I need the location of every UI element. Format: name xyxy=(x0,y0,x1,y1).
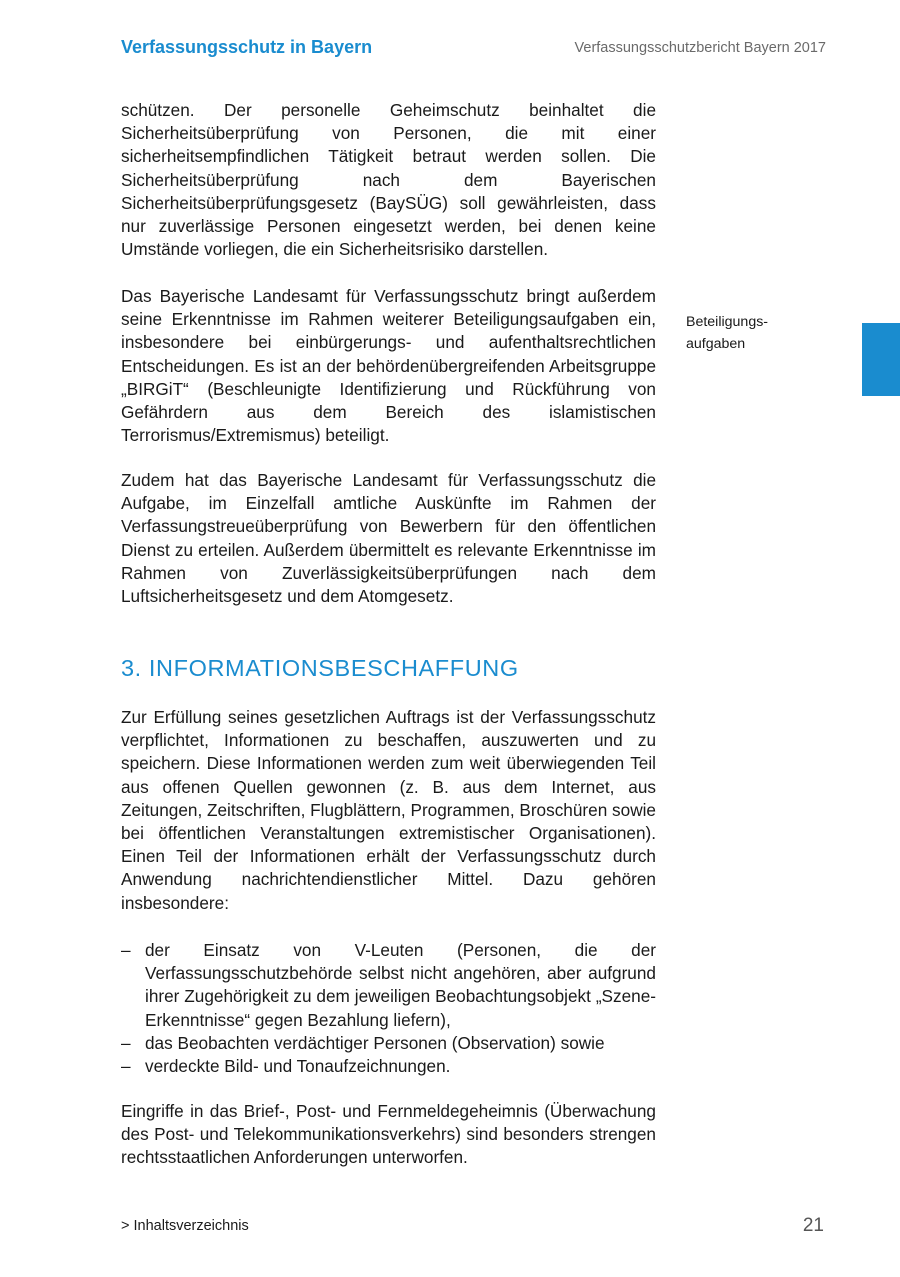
list-dash: – xyxy=(121,940,131,960)
section-heading: 3. INFORMATIONSBESCHAFFUNG xyxy=(121,655,519,681)
list-item-text: das Beobachten verdächtiger Personen (Observation) sowie xyxy=(145,1032,605,1053)
chapter-tab-marker xyxy=(862,323,900,396)
paragraph-beteiligungsaufgaben: Das Bayerische Landesamt für Verfassungsschutz bringt außerdem seine Erkenntnisse im Rahmen weiterer Beteiligungsaufgaben ein, insbesondere bei einbürgerungs- und aufenthaltsrechtlichen Entscheidungen. Es ist an der behördenübergreifenden Arbeitsgruppe „BIRGiT“ (Beschleunigte Identifizierung und Rückführung von Gefährdern aus dem Bereich des islamistischen Terrorismus/Extremismus) beteiligt. xyxy=(121,286,656,446)
list-item-text: verdeckte Bild- und Tonaufzeichnungen. xyxy=(145,1056,451,1077)
margin-note xyxy=(686,311,796,355)
margin-note-line-1: Beteiligungs- xyxy=(686,314,769,330)
paragraph-informationsbeschaffung: Zur Erfüllung seines gesetzlichen Auftrags ist der Verfassungsschutz verpflichtet, Informationen zu beschaffen, auszuwerten und zu speichern. Diese Informationen werden zum weit überwiegenden Teil aus offenen Quellen gewonnen (z. B. aus dem Internet, aus Zeitungen, Zeitschriften, Flugblättern, Programmen, Broschüren sowie bei öffentlichen Veranstaltungen extremistischer Organisationen). Einen Teil der Informationen erhält der Verfassungsschutz durch Anwendung nachrichtendienstlicher Mittel. Dazu gehören insbesondere: xyxy=(121,707,656,913)
margin-note-line-2: aufgaben xyxy=(686,336,746,352)
running-header-title: Verfassungsschutz in Bayern xyxy=(121,37,373,57)
paragraph-geheimschutz: schützen. Der personelle Geheimschutz beinhaltet die Sicherheitsüberprüfung von Personen, die mit einer sicherheitsempfindlichen Tätigkeit betraut werden sollen. Die Sicherheitsüberprüfung nach dem Bayerischen Sicherheitsüberprüfungsgesetz (BaySÜG) soll gewährleisten, dass nur zuverlässige Personen eingesetzt werden, bei denen keine Umstände vorliegen, die ein Sicherheitsrisiko darstellen. xyxy=(121,100,656,260)
running-header-report: Verfassungsschutzbericht Bayern 2017 xyxy=(574,40,826,56)
means-list xyxy=(121,939,656,1078)
paragraph-auskuenfte: Zudem hat das Bayerische Landesamt für Verfassungsschutz die Aufgabe, im Einzelfall amtliche Auskünfte im Rahmen der Verfassungstreueüberprüfung von Bewerbern für den öffentlichen Dienst zu erteilen. Außerdem übermittelt es relevante Erkenntnisse im Rahmen von Zuverlässigkeitsüberprüfungen nach dem Luftsicherheitsgesetz und dem Atomgesetz. xyxy=(121,470,656,607)
list-item xyxy=(121,1055,656,1078)
page-number: 21 xyxy=(802,1215,824,1236)
paragraph-fernmeldegeheimnis: Eingriffe in das Brief-, Post- und Fernmeldegeheimnis (Überwachung des Post- und Telekommunikationsverkehrs) sind besonders strengen rechtsstaatlichen Anforderungen unterworfen. xyxy=(121,1101,656,1168)
list-dash: – xyxy=(121,1032,131,1053)
list-item xyxy=(121,939,656,1032)
list-item-text: der Einsatz von V-Leuten (Personen, die der Verfassungsschutzbehörde selbst nicht angehören, aber aufgrund ihrer Zugehörigkeit zu dem jeweiligen Beobachtungsobjekt „Szene-Erkenntnisse“ gegen Bezahlung liefern), xyxy=(145,940,656,1030)
toc-link[interactable]: > Inhaltsverzeichnis xyxy=(121,1218,249,1234)
list-dash: – xyxy=(121,1056,131,1077)
list-item xyxy=(121,1032,656,1055)
